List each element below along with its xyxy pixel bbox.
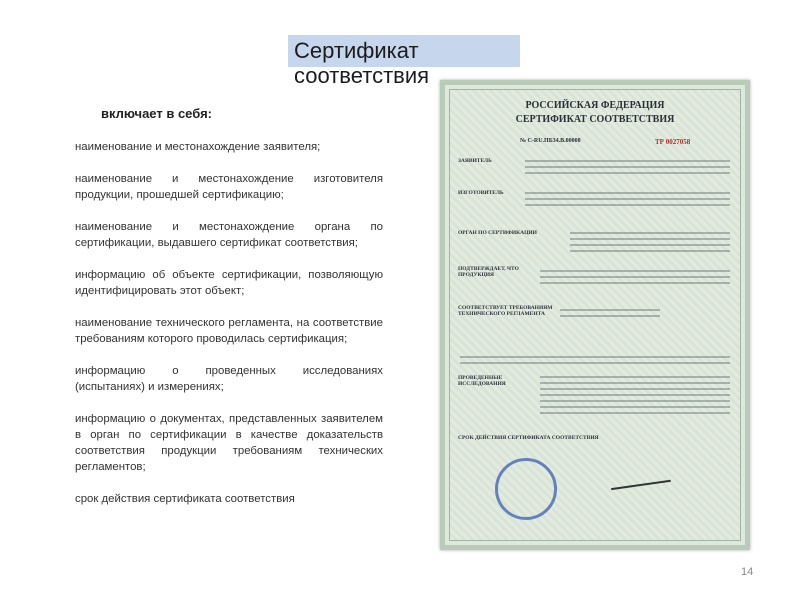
- list-item: наименование и местонахождение изготовителя продукции, прошедшей сертификацию;: [75, 173, 383, 201]
- cert-header: РОССИЙСКАЯ ФЕДЕРАЦИЯ: [525, 100, 665, 111]
- cert-section: СООТВЕТСТВУЕТ ТРЕБОВАНИЯМ ТЕХНИЧЕСКОГО РЕГЛАМЕНТА: [458, 305, 553, 317]
- cert-section: ИЗГОТОВИТЕЛЬ: [458, 190, 504, 196]
- slide-subtitle: включает в себя:: [101, 106, 213, 121]
- slide-title: Сертификат: [294, 38, 419, 63]
- stamp-icon: [495, 458, 557, 520]
- content-list: [75, 139, 383, 523]
- certificate-image: [440, 80, 750, 550]
- signature-icon: [609, 466, 671, 490]
- page-number: 14: [741, 566, 754, 578]
- cert-section: ПРОВЕДЕННЫЕ ИССЛЕДОВАНИЯ: [458, 375, 506, 387]
- list-item: наименование и местонахождение заявителя;: [75, 141, 321, 153]
- list-item: наименование технического регламента, на соответствие требованиям которого проводилась сертификация;: [75, 317, 383, 345]
- cert-text: [560, 305, 660, 321]
- cert-section: ПОДТВЕРЖДАЕТ, ЧТО ПРОДУКЦИЯ: [458, 266, 519, 278]
- cert-text: [540, 372, 730, 418]
- cert-section: ЗАЯВИТЕЛЬ: [458, 158, 492, 164]
- list-item: срок действия сертификата соответствия: [75, 493, 295, 505]
- cert-text: [570, 228, 730, 256]
- cert-number: № C-RU.ПБ34.В.00008: [520, 138, 581, 144]
- list-item: информацию о проведенных исследованиях (испытаниях) и измерениях;: [75, 365, 383, 393]
- list-item: информацию об объекте сертификации, позволяющую идентифицировать этот объект;: [75, 269, 383, 297]
- cert-tp-number: ТР 0027058: [655, 138, 691, 146]
- cert-text: [540, 266, 730, 288]
- cert-title: СЕРТИФИКАТ СООТВЕТСТВИЯ: [515, 114, 675, 125]
- cert-text: [460, 352, 730, 368]
- cert-section: ОРГАН ПО СЕРТИФИКАЦИИ: [458, 230, 537, 236]
- cert-text: [525, 156, 730, 178]
- slide-title-line2: соответствия: [294, 63, 430, 88]
- cert-section: СРОК ДЕЙСТВИЯ СЕРТИФИКАТА СООТВЕТСТВИЯ: [458, 435, 599, 441]
- list-item: наименование и местонахождение органа по сертификации, выдавшего сертификат соответствия;: [75, 221, 383, 249]
- list-item: информацию о документах, представленных заявителем в орган по сертификации в качестве доказательств соответствия продукции требованиям технических регламентов;: [75, 413, 383, 473]
- cert-text: [525, 188, 730, 210]
